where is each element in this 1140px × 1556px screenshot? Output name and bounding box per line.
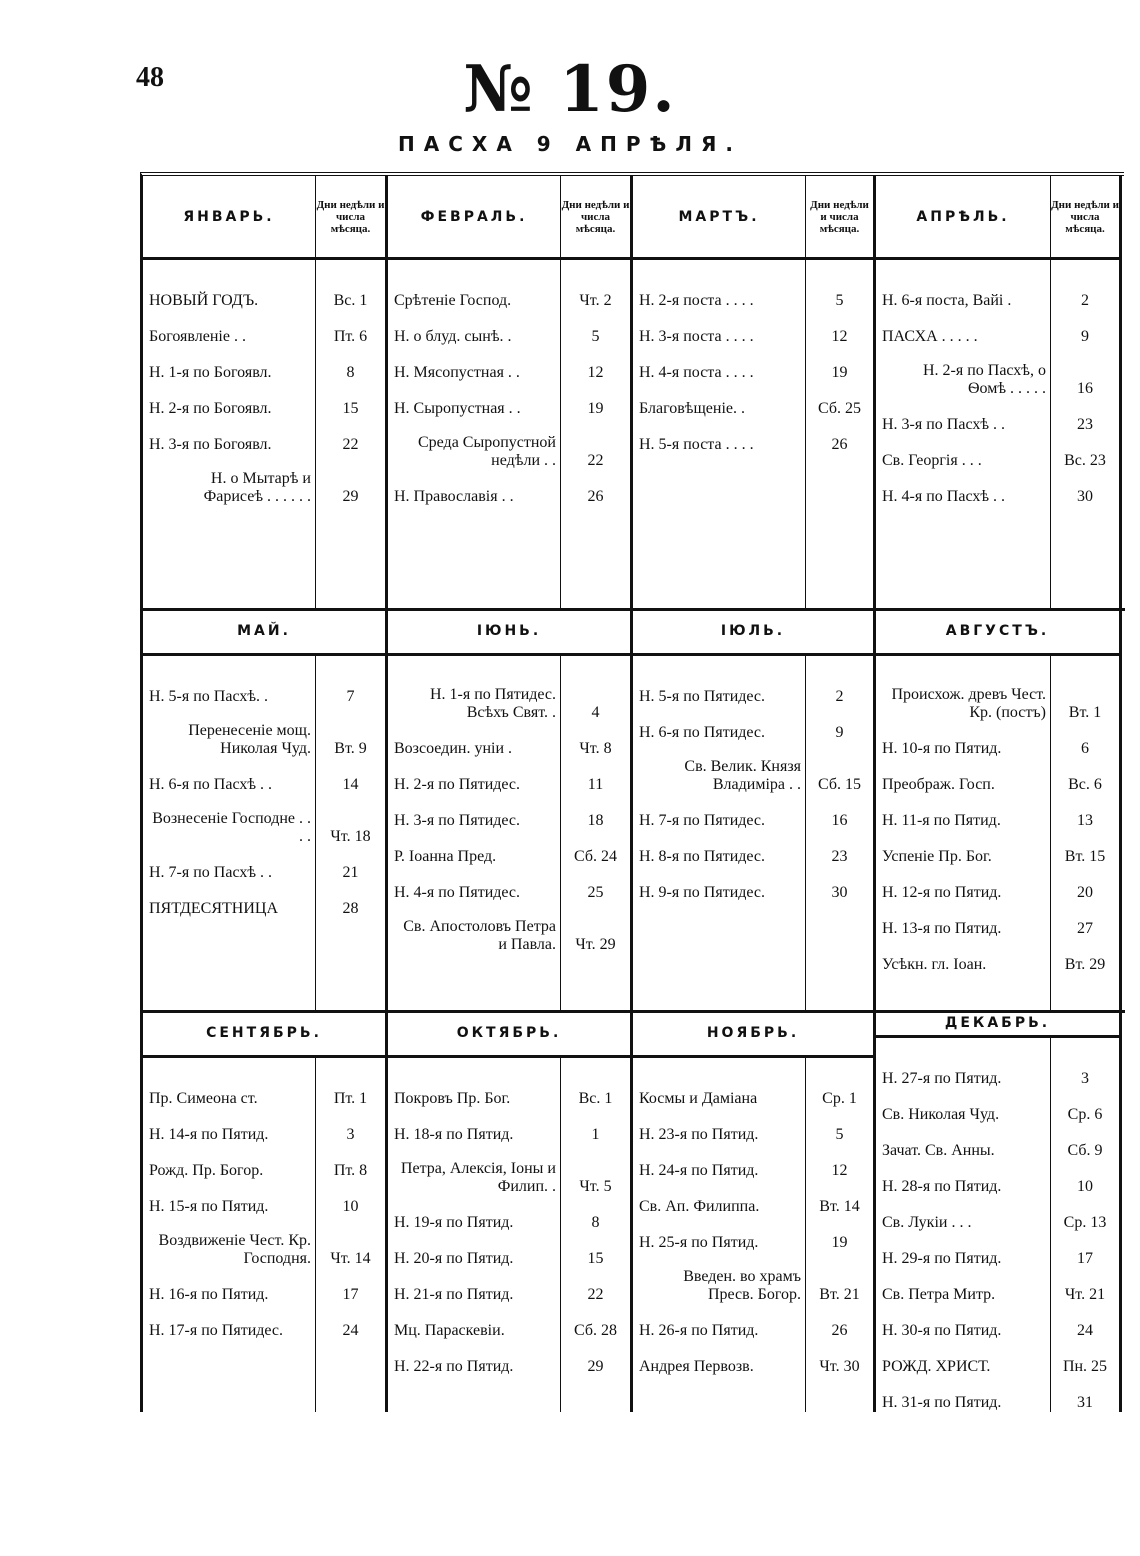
- month-body: [633, 260, 873, 608]
- event-name: Н. 23-я по Пятид.: [639, 1126, 759, 1143]
- event-name: Н. 4-я по Пятидес.: [394, 884, 521, 901]
- month-body: [388, 260, 630, 608]
- event-date: 29: [342, 488, 359, 505]
- event-name: Происхож. древъ Чест. Кр. (постъ): [891, 686, 1046, 721]
- event-name: ПЯТДЕСЯТНИЦА: [149, 900, 279, 917]
- event-name: Космы и Даміана: [639, 1090, 758, 1107]
- month-name: ФЕВРАЛЬ.: [420, 208, 528, 225]
- month-body: [876, 1038, 1119, 1412]
- event-date: 16: [831, 812, 848, 829]
- month-header: [876, 608, 1119, 656]
- quarter-row: [143, 176, 1125, 611]
- event-date: Вс. 23: [1064, 452, 1106, 469]
- event-name: Среда Сыропустной недѣли . .: [417, 434, 556, 469]
- event-name: Н. Православія . .: [394, 488, 514, 505]
- event-date: 22: [587, 1286, 604, 1303]
- month-body: [876, 656, 1119, 1010]
- event-date: 15: [587, 1250, 604, 1267]
- event-name: Воздвиженіе Чест. Кр. Господня.: [158, 1232, 311, 1267]
- event-name: Н. 7-я по Пятидес.: [639, 812, 766, 829]
- month-block: [876, 176, 1122, 608]
- event-name: Н. 26-я по Пятид.: [639, 1322, 759, 1339]
- weekday-column-header: Дни недѣли и числа мѣсяца.: [805, 176, 873, 257]
- event-date: 5: [835, 1126, 844, 1143]
- event-name: Н. 3-я поста . . . .: [639, 328, 754, 345]
- event-date: 24: [1077, 1322, 1093, 1339]
- event-name: Н. 16-я по Пятид.: [149, 1286, 269, 1303]
- event-date: 12: [831, 328, 848, 345]
- month-name: НОЯБРЬ.: [706, 1024, 800, 1041]
- event-name: Н. 6-я по Пятидес.: [639, 724, 766, 741]
- event-date: Ср. 6: [1067, 1106, 1103, 1123]
- event-date: 28: [342, 900, 359, 917]
- month-header: [388, 176, 630, 260]
- event-name: Преображ. Госп.: [882, 776, 995, 793]
- event-date: 18: [587, 812, 604, 829]
- event-name: Срѣтеніе Господ.: [394, 292, 512, 309]
- event-name: Н. 7-я по Пасхѣ . .: [149, 864, 273, 881]
- event-name: ПАСХА . . . . .: [882, 328, 978, 345]
- quarter-row: [143, 1010, 1125, 1412]
- month-header: [876, 176, 1119, 260]
- month-header: [143, 608, 385, 656]
- event-date: 30: [831, 884, 848, 901]
- event-name: Н. 27-я по Пятид.: [882, 1070, 1002, 1087]
- event-date: 16: [1077, 380, 1093, 397]
- event-date: 2: [835, 688, 844, 705]
- event-date: 26: [831, 1322, 848, 1339]
- event-date: 17: [1077, 1250, 1093, 1267]
- event-date: 12: [831, 1162, 848, 1179]
- page-number: 48: [136, 62, 164, 93]
- event-date: 3: [1081, 1070, 1089, 1087]
- event-date: 7: [346, 688, 355, 705]
- month-body: [876, 260, 1119, 608]
- event-date: 26: [831, 436, 848, 453]
- event-name: Н. 6-я по Пасхѣ . .: [149, 776, 273, 793]
- month-header: [633, 176, 873, 260]
- event-name: Петра, Алексія, Іоны и Филип. .: [400, 1160, 556, 1195]
- event-date: 19: [831, 1234, 848, 1251]
- event-name: Н. 24-я по Пятид.: [639, 1162, 759, 1179]
- event-date: 15: [342, 400, 359, 417]
- event-date: 20: [1077, 884, 1093, 901]
- month-header: [876, 1010, 1119, 1038]
- event-date: Сб. 28: [573, 1322, 617, 1339]
- event-date: 19: [587, 400, 604, 417]
- month-body: [143, 260, 385, 608]
- event-name: Н. Мясопустная . .: [394, 364, 520, 381]
- event-name: Н. 18-я по Пятид.: [394, 1126, 514, 1143]
- event-date: Пн. 25: [1062, 1358, 1108, 1375]
- month-block: [633, 176, 876, 608]
- weekday-column-header: Дни недѣли и числа мѣсяца.: [315, 176, 385, 257]
- event-date: Вс. 1: [333, 292, 368, 309]
- event-date: 5: [591, 328, 600, 345]
- event-date: Чт. 18: [330, 828, 371, 845]
- event-date: 24: [342, 1322, 359, 1339]
- event-date: Вс. 1: [578, 1090, 613, 1107]
- event-name: Н. 12-я по Пятид.: [882, 884, 1002, 901]
- event-date: 5: [835, 292, 844, 309]
- weekday-column-header: Дни недѣли и числа мѣсяца.: [1050, 176, 1119, 257]
- event-name: Н. 4-я поста . . . .: [639, 364, 754, 381]
- event-date: 8: [346, 364, 355, 381]
- event-date: 22: [342, 436, 359, 453]
- event-name: Н. 5-я поста . . . .: [639, 436, 754, 453]
- month-header: [388, 608, 630, 656]
- event-name: Н. 4-я по Пасхѣ . .: [882, 488, 1006, 505]
- event-name: Зачат. Св. Анны.: [882, 1142, 995, 1159]
- event-date: 1: [591, 1126, 600, 1143]
- month-block: [876, 608, 1122, 1010]
- event-date: Пт. 8: [333, 1162, 368, 1179]
- event-date: 31: [1077, 1394, 1093, 1411]
- page-title: № 19.: [463, 52, 677, 127]
- event-name: Н. 19-я по Пятид.: [394, 1214, 514, 1231]
- event-name: Усѣкн. гл. Іоан.: [882, 956, 987, 973]
- event-date: Сб. 15: [817, 776, 861, 793]
- event-name: Пр. Симеона ст.: [149, 1090, 258, 1107]
- event-date: 14: [342, 776, 359, 793]
- month-name: МАРТЪ.: [678, 208, 760, 225]
- event-date: Пт. 1: [333, 1090, 368, 1107]
- event-name: Н. 2-я по Пасхѣ, о Ѳомѣ . . . . .: [922, 362, 1046, 397]
- event-name: Н. 3-я по Богоявл.: [149, 436, 272, 453]
- month-name: АВГУСТЪ.: [945, 622, 1050, 639]
- event-name: Н. 31-я по Пятид.: [882, 1394, 1002, 1411]
- month-block: [388, 608, 633, 1010]
- event-name: Покровъ Пр. Бог.: [394, 1090, 511, 1107]
- event-date: Вт. 1: [1068, 704, 1102, 721]
- event-name: Н. 3-я по Пятидес.: [394, 812, 521, 829]
- event-date: Чт. 14: [330, 1250, 371, 1267]
- month-body: [143, 656, 385, 1010]
- event-date: 2: [1081, 292, 1089, 309]
- month-name: ІЮНЬ.: [476, 622, 542, 639]
- event-date: 11: [587, 776, 604, 793]
- event-name: Благовѣщеніе. .: [639, 400, 745, 417]
- month-name: ОКТЯБРЬ.: [456, 1024, 562, 1041]
- event-name: Возсоедин. уніи .: [394, 740, 513, 757]
- event-name: Н. 2-я поста . . . .: [639, 292, 754, 309]
- event-date: 30: [1077, 488, 1093, 505]
- event-name: Н. 3-я по Пасхѣ . .: [882, 416, 1006, 433]
- event-date: Вт. 15: [1064, 848, 1106, 865]
- event-name: Н. 11-я по Пятид.: [882, 812, 1001, 829]
- event-name: Перенесеніе мощ. Николая Чуд.: [188, 722, 311, 757]
- event-name: Н. 6-я поста, Вайі .: [882, 292, 1012, 309]
- month-name: СЕНТЯБРЬ.: [206, 1024, 322, 1041]
- event-name: Богоявленіе . .: [149, 328, 246, 345]
- month-block: [388, 1010, 633, 1412]
- event-date: 10: [1077, 1178, 1093, 1195]
- event-date: Вс. 6: [1068, 776, 1102, 793]
- event-name: Н. 28-я по Пятид.: [882, 1178, 1002, 1195]
- event-name: Н. 9-я по Пятидес.: [639, 884, 766, 901]
- event-name: Н. 22-я по Пятид.: [394, 1358, 514, 1375]
- event-name: Св. Петра Митр.: [882, 1286, 996, 1303]
- event-name: Н. 1-я по Богоявл.: [149, 364, 272, 381]
- event-name: Н. 29-я по Пятид.: [882, 1250, 1002, 1267]
- event-name: Н. 2-я по Богоявл.: [149, 400, 272, 417]
- event-name: Св. Николая Чуд.: [882, 1106, 1000, 1123]
- event-name: Св. Апостоловъ Петра и Павла.: [403, 918, 556, 953]
- event-date: Вт. 21: [819, 1286, 860, 1303]
- event-name: Н. 5-я по Пятидес.: [639, 688, 766, 705]
- month-block: [143, 608, 388, 1010]
- month-name: ІЮЛЬ.: [720, 622, 786, 639]
- event-date: 27: [1077, 920, 1093, 937]
- month-body: [143, 1058, 385, 1412]
- event-date: Чт. 8: [579, 740, 612, 757]
- event-date: Ср. 1: [822, 1090, 857, 1107]
- event-date: 12: [587, 364, 604, 381]
- event-date: 17: [342, 1286, 359, 1303]
- event-name: Н. 17-я по Пятидес.: [149, 1322, 284, 1339]
- event-name: Н. 2-я по Пятидес.: [394, 776, 521, 793]
- event-date: 13: [1077, 812, 1093, 829]
- event-date: 22: [587, 452, 604, 469]
- month-block: [143, 1010, 388, 1412]
- event-name: Н. 8-я по Пятидес.: [639, 848, 766, 865]
- event-date: 21: [342, 864, 359, 881]
- month-header: [633, 608, 873, 656]
- weekday-column-header: Дни недѣли и числа мѣсяца.: [560, 176, 630, 257]
- event-date: 6: [1081, 740, 1089, 757]
- event-date: Вт. 14: [819, 1198, 860, 1215]
- month-block: [876, 1010, 1122, 1412]
- event-date: 4: [591, 704, 600, 721]
- event-name: РОЖД. ХРИСТ.: [882, 1358, 991, 1375]
- event-date: 19: [831, 364, 848, 381]
- event-name: Н. о Мытарѣ и Фарисеѣ . . . . . .: [203, 470, 311, 505]
- event-date: 10: [342, 1198, 359, 1215]
- event-name: Н. Сыропустная . .: [394, 400, 521, 417]
- event-date: 25: [587, 884, 604, 901]
- event-name: Н. 15-я по Пятид.: [149, 1198, 269, 1215]
- event-name: Успеніе Пр. Бог.: [882, 848, 992, 865]
- event-name: Рожд. Пр. Богор.: [149, 1162, 264, 1179]
- month-header: [143, 176, 385, 260]
- event-name: Н. 20-я по Пятид.: [394, 1250, 514, 1267]
- event-date: Чт. 29: [575, 936, 616, 953]
- event-name: Н. 1-я по Пятидес. Всѣхъ Свят. .: [429, 686, 556, 721]
- event-date: Чт. 2: [579, 292, 612, 309]
- month-body: [633, 656, 873, 1010]
- event-name: Н. 25-я по Пятид.: [639, 1234, 759, 1251]
- event-name: Н. 13-я по Пятид.: [882, 920, 1002, 937]
- event-date: Вт. 9: [334, 740, 367, 757]
- event-date: Вт. 29: [1064, 956, 1106, 973]
- event-name: Н. 30-я по Пятид.: [882, 1322, 1002, 1339]
- event-name: Св. Велик. Князя Владиміра . .: [684, 758, 801, 793]
- event-date: 29: [587, 1358, 604, 1375]
- calendar-table: [140, 172, 1124, 1412]
- event-date: Чт. 5: [579, 1178, 612, 1195]
- event-name: Р. Іоанна Пред.: [394, 848, 497, 865]
- event-name: Н. 10-я по Пятид.: [882, 740, 1002, 757]
- event-date: 3: [346, 1126, 355, 1143]
- month-header: [388, 1010, 630, 1058]
- event-date: 9: [835, 724, 844, 741]
- month-name: АПРѢЛЬ.: [916, 208, 1010, 225]
- event-date: Чт. 30: [819, 1358, 860, 1375]
- month-block: [633, 1010, 876, 1412]
- event-date: 8: [591, 1214, 600, 1231]
- event-date: 23: [831, 848, 848, 865]
- event-name: Св. Ап. Филиппа.: [639, 1198, 760, 1215]
- event-name: НОВЫЙ ГОДЪ.: [149, 292, 259, 309]
- event-name: Св. Лукіи . . .: [882, 1214, 972, 1231]
- event-date: Чт. 21: [1064, 1286, 1106, 1303]
- month-block: [633, 608, 876, 1010]
- event-date: Ср. 13: [1063, 1214, 1107, 1231]
- event-date: 9: [1081, 328, 1089, 345]
- event-date: Пт. 6: [333, 328, 368, 345]
- event-date: Сб. 24: [573, 848, 617, 865]
- month-name: МАЙ.: [237, 622, 291, 639]
- event-name: Н. 21-я по Пятид.: [394, 1286, 514, 1303]
- event-name: Н. 5-я по Пасхѣ. .: [149, 688, 269, 705]
- month-body: [388, 656, 630, 1010]
- month-header: [143, 1010, 385, 1058]
- event-date: 23: [1077, 416, 1093, 433]
- month-block: [388, 176, 633, 608]
- page-subtitle: ПАСХА 9 АПРѢЛЯ.: [398, 132, 742, 156]
- event-name: Введен. во храмъ Пресв. Богор.: [683, 1268, 801, 1303]
- event-name: Н. 14-я по Пятид.: [149, 1126, 269, 1143]
- event-name: Мц. Параскевіи.: [394, 1322, 505, 1339]
- event-date: Сб. 9: [1067, 1142, 1103, 1159]
- month-body: [388, 1058, 630, 1412]
- quarter-row: [143, 608, 1125, 1013]
- month-body: [633, 1058, 873, 1412]
- month-name: ЯНВАРЬ.: [183, 208, 275, 225]
- event-name: Св. Георгія . . .: [882, 452, 982, 469]
- event-name: Вознесеніе Господне . . . .: [152, 810, 311, 845]
- month-name: ДЕКАБРЬ.: [944, 1014, 1051, 1031]
- event-name: Андрея Первозв.: [639, 1358, 754, 1375]
- event-date: Сб. 25: [817, 400, 861, 417]
- event-name: Н. о блуд. сынѣ. .: [394, 328, 512, 345]
- month-block: [143, 176, 388, 608]
- month-header: [633, 1010, 873, 1058]
- event-date: 26: [587, 488, 604, 505]
